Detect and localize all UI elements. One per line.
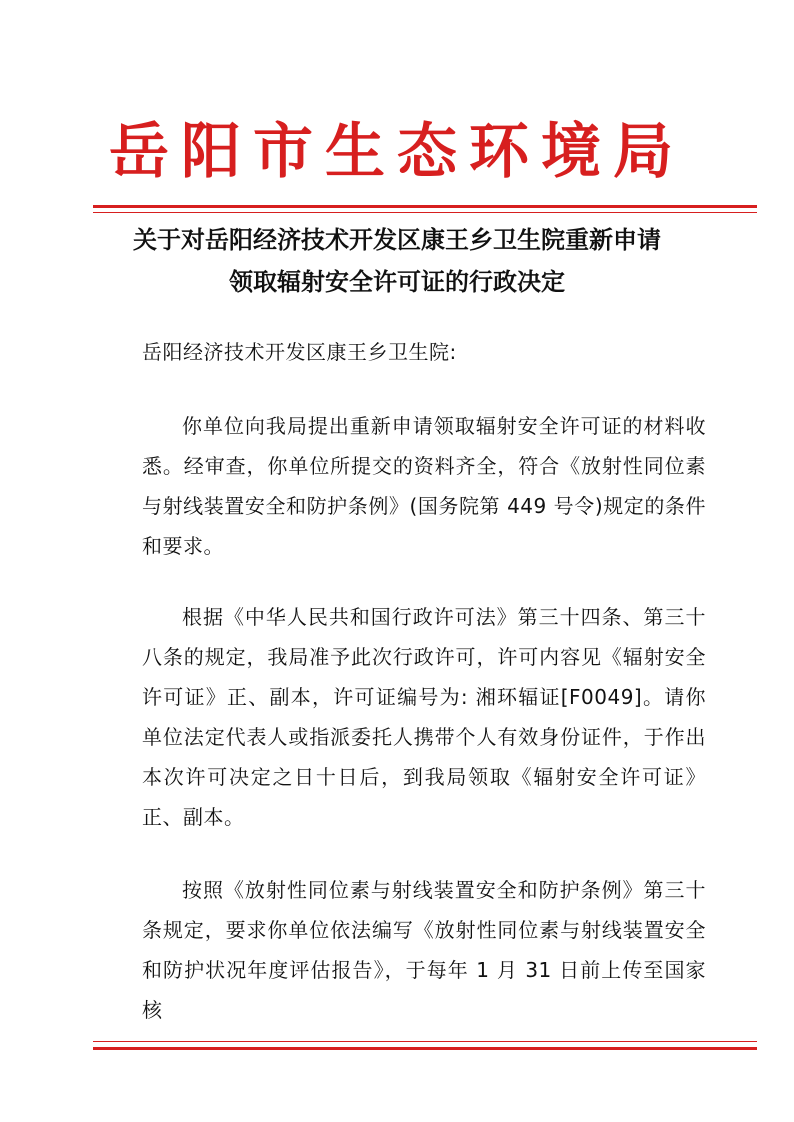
document-title-line-1: 关于对岳阳经济技术开发区康王乡卫生院重新申请 bbox=[133, 225, 661, 254]
addressee: 岳阳经济技术开发区康王乡卫生院: bbox=[142, 340, 457, 364]
issuing-agency-title: 岳阳市生态环境局 bbox=[109, 117, 685, 187]
body-paragraph-1 bbox=[142, 406, 706, 566]
body-paragraph-2 bbox=[142, 597, 706, 837]
footer-divider-thick bbox=[93, 1047, 757, 1050]
paragraph-text: 根据《中华人民共和国行政许可法》第三十四条、第三十八条的规定，我局准予此次行政许可，许可内容见《辐射安全许可证》正、副本，许可证编号为: 湘环辐证[F0049]。请你单位法定代表人或指派委托人携带个人有效身份证件，于作出本次许可决定之日十日后，到我局领取《辐射安全许可证》正、副本。 bbox=[142, 605, 706, 829]
document-title-line-2: 领取辐射安全许可证的行政决定 bbox=[229, 267, 565, 296]
footer-divider-thin bbox=[93, 1041, 757, 1042]
paragraph-text: 按照《放射性同位素与射线装置安全和防护条例》第三十条规定，要求你单位依法编写《放射性同位素与射线装置安全和防护状况年度评估报告》，于每年 1 月 31 日前上传至国家核 bbox=[142, 878, 706, 1022]
header-divider-thin bbox=[93, 212, 757, 213]
header-divider-thick bbox=[93, 205, 757, 208]
body-paragraph-3 bbox=[142, 870, 706, 1030]
paragraph-text: 你单位向我局提出重新申请领取辐射安全许可证的材料收悉。经审查，你单位所提交的资料齐全，符合《放射性同位素与射线装置安全和防护条例》(国务院第 449 号令)规定的条件和要求。 bbox=[142, 414, 706, 558]
